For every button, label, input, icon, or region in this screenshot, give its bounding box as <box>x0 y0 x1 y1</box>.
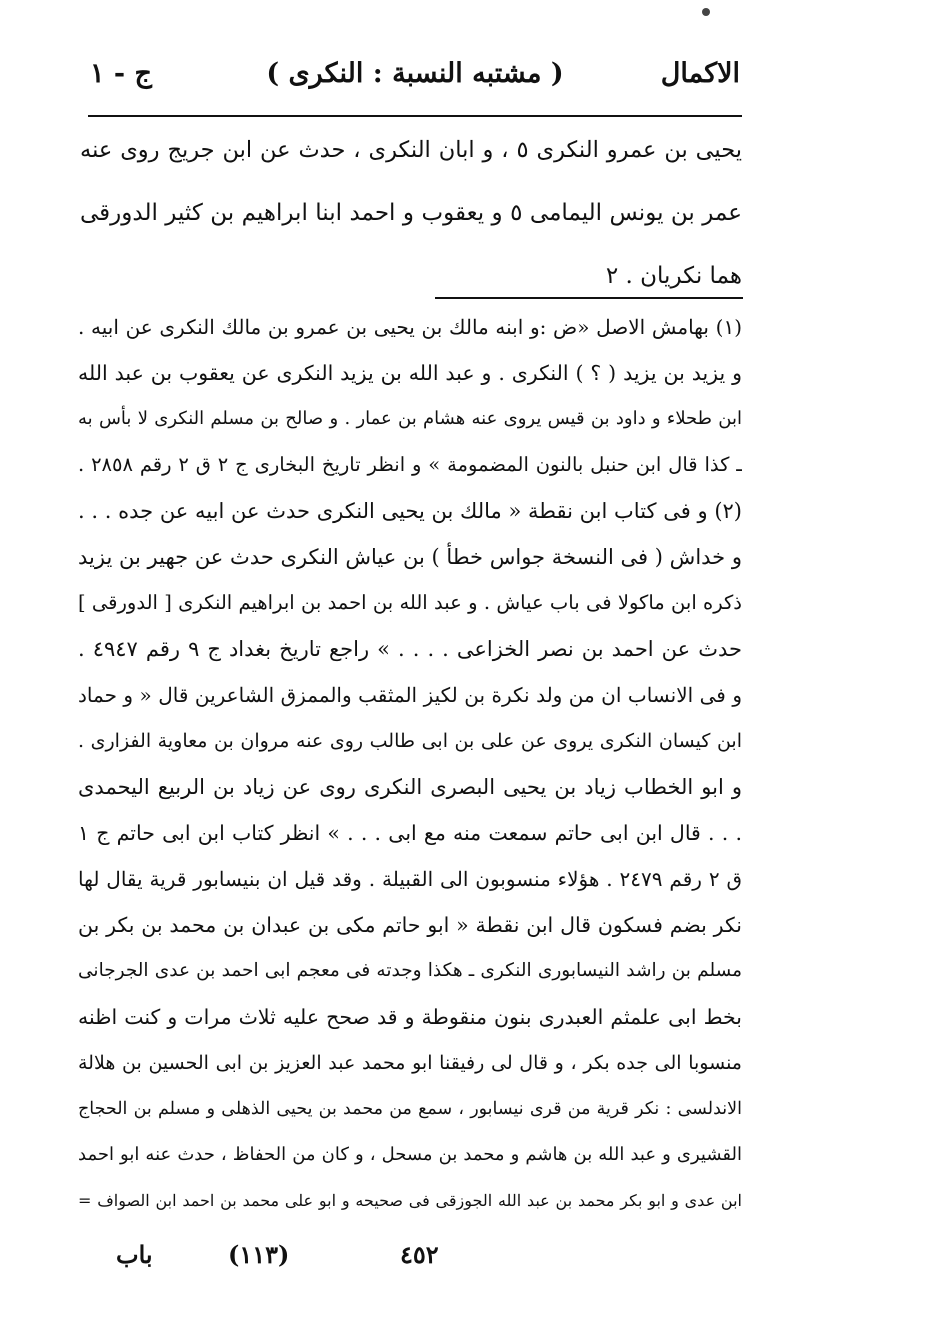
page-footer <box>100 1240 480 1280</box>
footnote-line: و يزيد بن يزيد ( ؟ ) النكرى . و عبد الله بن يزيد النكرى عن يعقوب بن عبد الله <box>78 361 742 385</box>
footnote-line: ابن عدى و ابو بكر محمد بن عبد الله الجوزقى فى صحيحه و ابو على محمد بن احمد ابن الصواف = <box>78 1191 742 1210</box>
footnote-line: ق ٢ رقم ٢٤٧٩ . هؤلاء منسوبون الى القبيلة . وقد قيل ان بنيسابور قرية يقال لها <box>78 867 742 891</box>
header-rule <box>88 115 742 117</box>
footnote-line: و خداش ( فى النسخة جواس خطأ ) بن عياش النكرى حدث عن جهير بن يزيد <box>78 545 742 569</box>
footnotes <box>78 306 742 1226</box>
footnote-line: نكر بضم فسكون قال ابن نقطة « ابو حاتم مكى بن عبدان بن محمد بن بكر بن <box>78 913 742 937</box>
footnote-line: (٢) و فى كتاب ابن نقطة « مالك بن يحيى النكرى حدث عن ابيه عن جده . . . <box>78 499 742 523</box>
footnote-rule <box>435 297 743 299</box>
main-text-line: يحيى بن عمرو النكرى ٥ ، و ابان النكرى ، حدث عن ابن جريج روى عنه <box>80 137 742 163</box>
footnote-line: (١) بهامش الاصل «ض :و ابنه مالك بن يحيى بن عمرو بن مالك النكرى عن ابيه . <box>78 315 742 339</box>
footnote-line: ابن كيسان النكرى يروى عن على بن ابى طالب روى عنه مروان بن معاوية الفزارى . <box>78 730 742 752</box>
footnote-line: ـ كذا قال ابن حنبل بالنون المضمومة » و انظر تاريخ البخارى ج ٢ ق ٢ رقم ٢٨٥٨ . <box>78 453 742 476</box>
catchword: باب <box>116 1240 153 1269</box>
footnote-line: حدث عن احمد بن نصر الخزاعى . . . . » راجع تاريخ بغداد ج ٩ رقم ٤٩٤٧ . <box>78 637 742 661</box>
footnote-line: بخط ابى علمثم العبدرى بنون منقوطة و قد صحح عليه ثلاث مرات و كنت اظنه <box>78 1005 742 1029</box>
page-number: ٤٥٢ <box>400 1240 439 1269</box>
footnote-line: و ابو الخطاب زياد بن يحيى البصرى النكرى روى عن زياد بن الربيع اليحمدى <box>78 775 742 799</box>
main-text-line: عمر بن يونس اليمامى ٥ و يعقوب و احمد ابنا ابراهيم بن كثير الدورقى <box>80 200 742 226</box>
footnote-line: . . . قال ابن ابى حاتم سمعت منه مع ابى . . . » انظر كتاب ابن ابى حاتم ج ١ <box>78 821 742 845</box>
book-title: الاكمال <box>660 58 740 89</box>
footnote-line: القشيرى و عبد الله بن هاشم و محمد بن مسحل ، و كان من الحفاظ ، حدث عنه ابو احمد <box>78 1144 742 1165</box>
footnote-line: مسلم بن راشد النيسابورى النكرى ـ هكذا وجدته فى معجم ابى احمد بن عدى الجرجانى <box>78 960 742 981</box>
scan-speck <box>702 8 710 16</box>
serial-number: (١١٣) <box>228 1240 290 1269</box>
footnote-line: الاندلسى : نكر قرية من قرى نيسابور ، سمع من محمد بن يحيى الذهلى و مسلم بن الحجاج <box>78 1099 742 1119</box>
footnote-line: ابن طحلاء و داود بن قيس يروى عنه هشام بن عمار . و صالح بن مسلم النكرى لا بأس به <box>78 408 742 429</box>
footnote-line: منسوبا الى جده بكر ، و قال لى رفيقنا ابو محمد عبد العزيز بن ابى الحسين بن هلالة <box>78 1052 742 1074</box>
footnote-line: ذكره ابن ماكولا فى باب عياش . و عبد الله بن احمد بن ابراهيم النكرى [ الدورقى ] <box>78 591 742 614</box>
volume-label: ج - ١ <box>90 58 152 89</box>
main-text-line: هما نكريان . ٢ <box>605 263 742 289</box>
footnote-line: و فى الانساب ان من ولد نكرة بن لكيز المثقب والممزق الشاعرين قال « و حماد <box>78 683 742 707</box>
running-header <box>90 52 740 102</box>
main-text <box>80 124 742 313</box>
section-title: ( مشتبه النسبة : النكرى ) <box>266 58 564 89</box>
